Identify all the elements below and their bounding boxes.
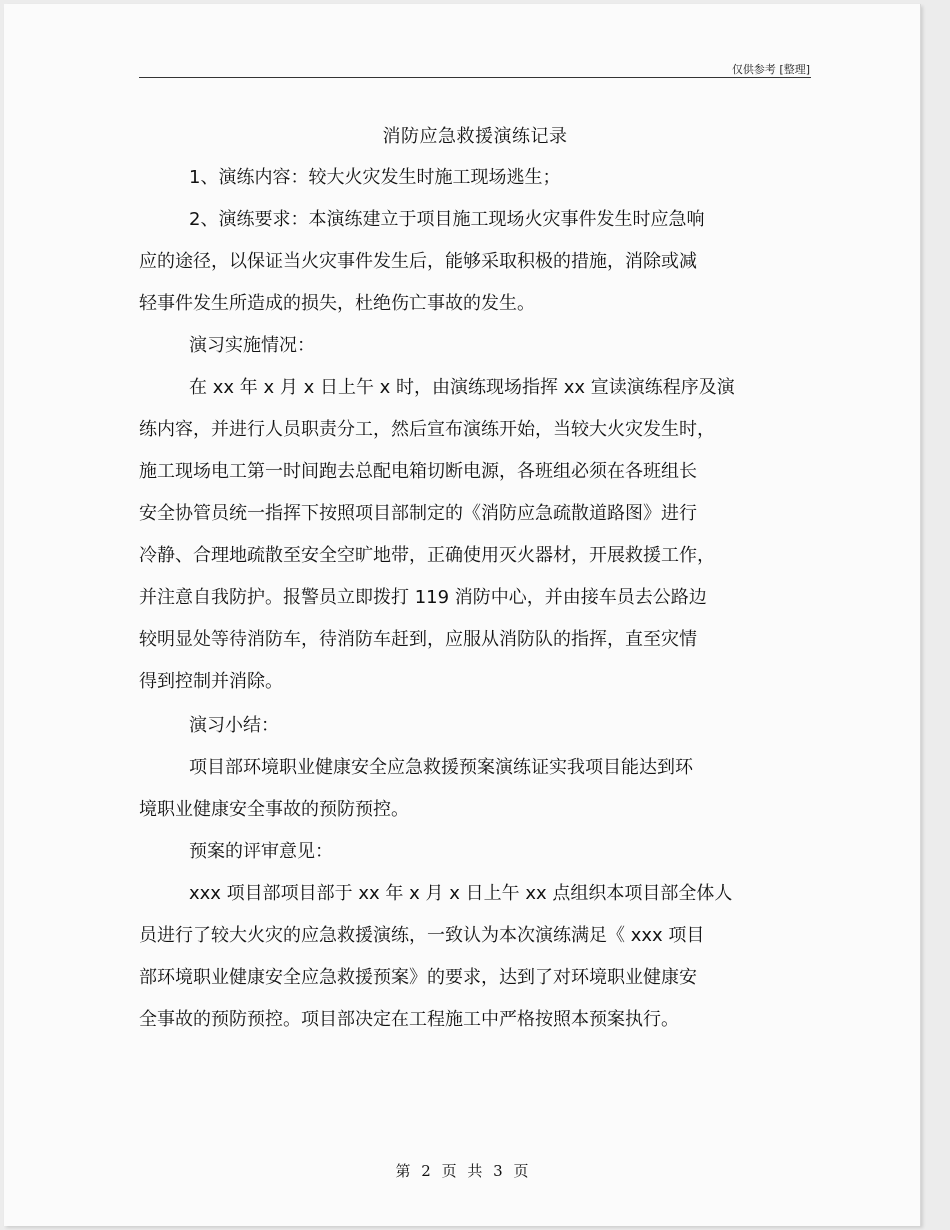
paragraph-line: 安全协管员统一指挥下按照项目部制定的《消防应急疏散道路图》进行 bbox=[139, 503, 697, 524]
document-title: 消防应急救援演练记录 bbox=[382, 126, 568, 147]
paragraph-line: 轻事件发生所造成的损失，杜绝伤亡事故的发生。 bbox=[139, 293, 535, 314]
paragraph-line: 在 xx 年 x 月 x 日上午 x 时，由演练现场指挥 xx 宣读演练程序及演 bbox=[189, 377, 735, 398]
paragraph-line: 应的途径，以保证当火灾事件发生后，能够采取积极的措施，消除或减 bbox=[139, 251, 697, 272]
paragraph-line: 项目部环境职业健康安全应急救援预案演练证实我项目能达到环 bbox=[189, 757, 693, 778]
paragraph-line: 得到控制并消除。 bbox=[139, 671, 283, 692]
header-rule bbox=[139, 77, 811, 78]
document-page bbox=[4, 4, 921, 1226]
section-heading: 预案的评审意见： bbox=[189, 841, 333, 862]
section-heading: 演习实施情况： bbox=[189, 335, 315, 356]
paragraph-line: 员进行了较大火灾的应急救援演练，一致认为本次演练满足《 xxx 项目 bbox=[139, 925, 705, 946]
paragraph-line: 全事故的预防预控。项目部决定在工程施工中严格按照本预案执行。 bbox=[139, 1009, 679, 1030]
page-number: 第 2 页 共 3 页 bbox=[395, 1162, 529, 1180]
section-heading: 演习小结： bbox=[189, 715, 279, 736]
paragraph-line: 冷静、合理地疏散至安全空旷地带，正确使用灭火器材，开展救援工作， bbox=[139, 545, 715, 566]
paragraph-line: 境职业健康安全事故的预防预控。 bbox=[139, 799, 409, 820]
paragraph-line: 部环境职业健康安全应急救援预案》的要求，达到了对环境职业健康安 bbox=[139, 967, 697, 988]
paragraph-line: xxx 项目部项目部于 xx 年 x 月 x 日上午 xx 点组织本项目部全体人 bbox=[189, 883, 733, 904]
paragraph-line: 施工现场电工第一时间跑去总配电箱切断电源，各班组必须在各班组长 bbox=[139, 461, 697, 482]
paragraph-line: 较明显处等待消防车，待消防车赶到，应服从消防队的指挥，直至灾情 bbox=[139, 629, 697, 650]
paragraph-line: 练内容，并进行人员职责分工，然后宣布演练开始，当较大火灾发生时， bbox=[139, 419, 715, 440]
header-label: 仅供参考 [整理] bbox=[731, 63, 810, 76]
paragraph-line: 1、演练内容：较大火灾发生时施工现场逃生； bbox=[189, 167, 561, 188]
paragraph-line: 并注意自我防护。报警员立即拨打 119 消防中心，并由接车员去公路边 bbox=[139, 587, 707, 608]
paragraph-line: 2、演练要求：本演练建立于项目施工现场火灾事件发生时应急响 bbox=[189, 209, 705, 230]
